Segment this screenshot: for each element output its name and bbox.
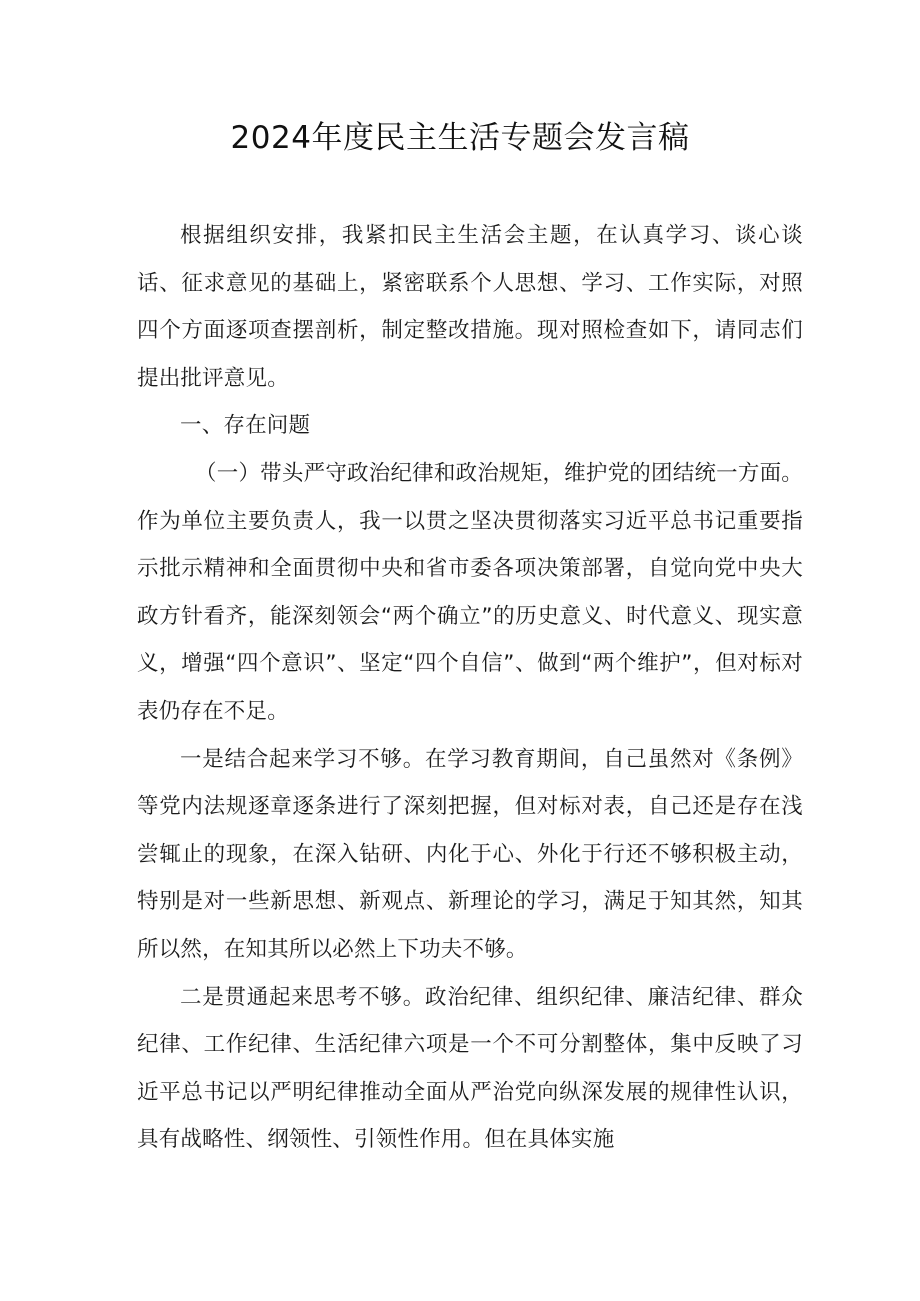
document-body — [137, 212, 803, 1164]
point-one-paragraph: 一是结合起来学习不够。在学习教育期间，自己虽然对《条例》等党内法规逐章逐条进行了深刻把握，但对标对表，自己还是存在浅尝辄止的现象，在深入钻研、内化于心、外化于行还不够积极主动，特别是对一些新思想、新观点、新理论的学习，满足于知其然，知其所以然，在知其所以必然上下功夫不够。 — [137, 746, 803, 962]
point-two-paragraph: 二是贯通起来思考不够。政治纪律、组织纪律、廉洁纪律、群众纪律、工作纪律、生活纪律六项是一个不可分割整体，集中反映了习近平总书记以严明纪律推动全面从严治党向纵深发展的规律性认识，具有战略性、纲领性、引领性作用。但在具体实施 — [137, 984, 803, 1153]
subsection-paragraph: （一）带头严守政治纪律和政治规矩，维护党的团结统一方面。作为单位主要负责人，我一以贯之坚决贯彻落实习近平总书记重要指示批示精神和全面贯彻中央和省市委各项决策部署，自觉向党中央大政方针看齐，能深刻领会“两个确立”的历史意义、时代意义、现实意义，增强“四个意识”、坚定“四个自信”、做到“两个维护”，但对标对表仍存在不足。 — [137, 460, 803, 724]
section-heading: 一、存在问题 — [180, 413, 311, 439]
intro-paragraph: 根据组织安排，我紧扣民主生活会主题，在认真学习、谈心谈话、征求意见的基础上，紧密联系个人思想、学习、工作实际，对照四个方面逐项查摆剖析，制定整改措施。现对照检查如下，请同志们提出批评意见。 — [137, 223, 803, 391]
document-title: 2024年度民主生活专题会发言稿 — [230, 120, 690, 156]
